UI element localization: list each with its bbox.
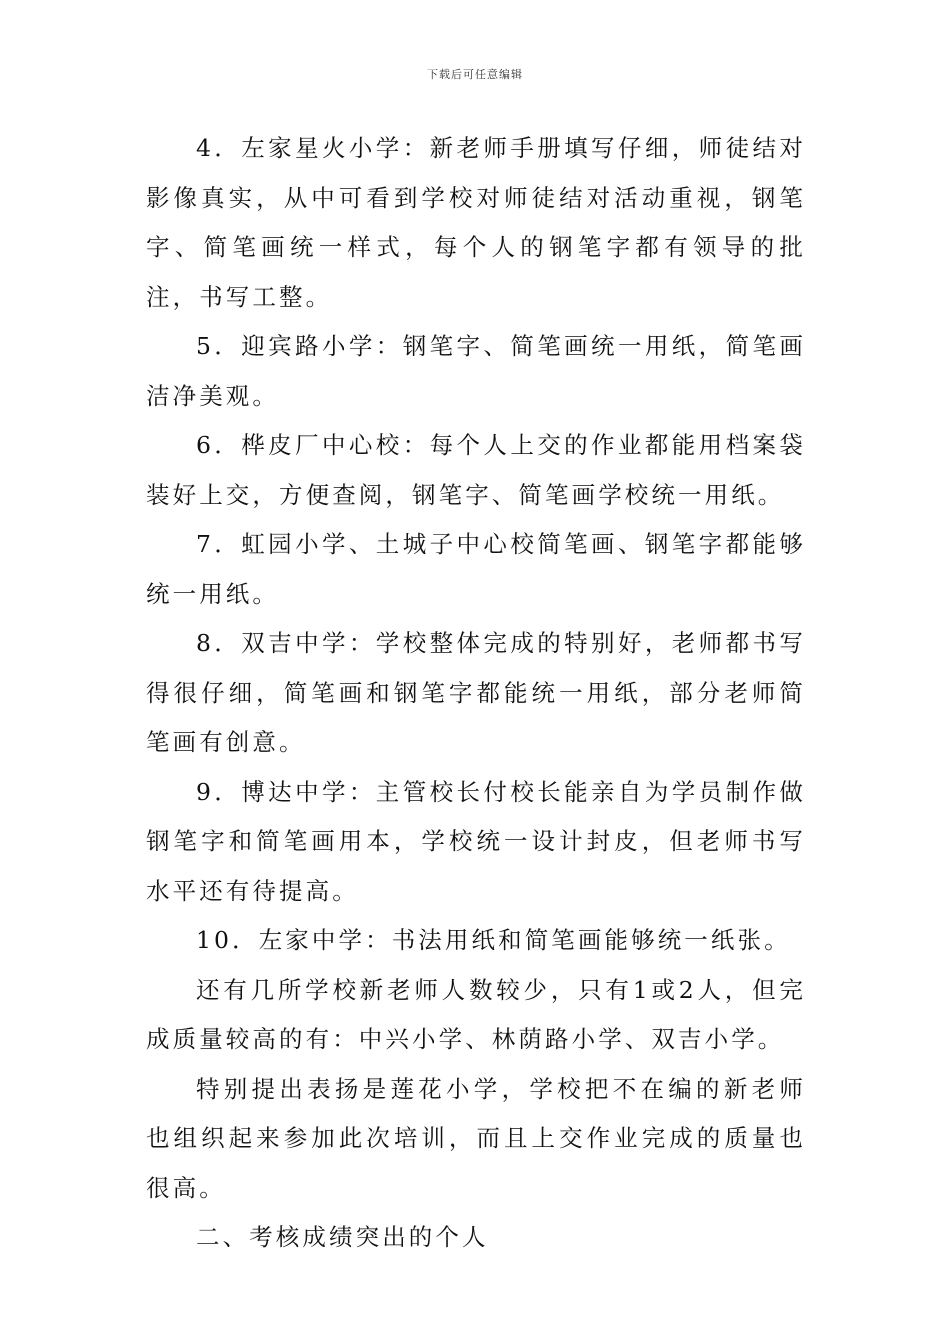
paragraph-item-7: 7．虹园小学、土城子中心校简笔画、钢笔字都能够统一用纸。	[146, 530, 806, 608]
paragraph-item-8: 8．双吉中学：学校整体完成的特别好，老师都书写得很仔细，简笔画和钢笔字都能统一用纸，部分老师简笔画有创意。	[146, 629, 806, 756]
paragraph-item-6: 6．桦皮厂中心校：每个人上交的作业都能用档案袋装好上交，方便查阅，钢笔字、简笔画学校统一用纸。	[146, 431, 806, 509]
paragraph-item-10: 10．左家中学：书法用纸和简笔画能够统一纸张。	[196, 926, 791, 954]
page-header: 下载后可任意编辑	[427, 68, 523, 81]
paragraph-item-4: 4．左家星火小学：新老师手册填写仔细，师徒结对影像真实，从中可看到学校对师徒结对活动重视，钢笔字、简笔画统一样式，每个人的钢笔字都有领导的批注，书写工整。	[146, 134, 806, 311]
paragraph-commendation: 特别提出表扬是莲花小学，学校把不在编的新老师也组织起来参加此次培训，而且上交作业完成的质量也很高。	[146, 1074, 806, 1202]
document-body	[146, 124, 806, 1263]
paragraph-item-5: 5．迎宾路小学：钢笔字、简笔画统一用纸，简笔画洁净美观。	[146, 332, 806, 410]
paragraph-item-9: 9．博达中学：主管校长付校长能亲自为学员制作做钢笔字和简笔画用本，学校统一设计封皮，但老师书写水平还有待提高。	[146, 777, 806, 905]
section-heading-individuals: 二、考核成绩突出的个人	[196, 1223, 489, 1251]
paragraph-small-schools: 还有几所学校新老师人数较少，只有1或2人，但完成质量较高的有：中兴小学、林荫路小学、双吉小学。	[146, 975, 806, 1053]
